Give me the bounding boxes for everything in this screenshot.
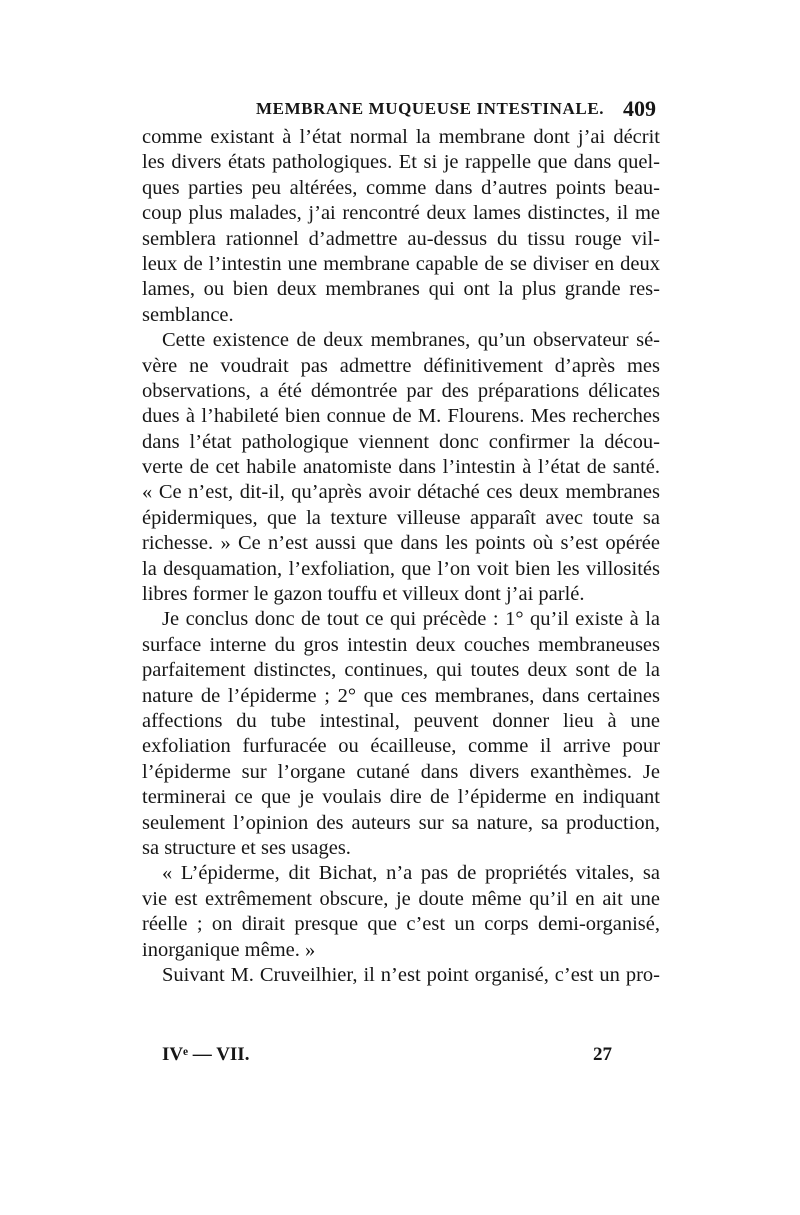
text-line: sa structure et ses usages. [142, 836, 351, 859]
text-line: verte de cet habile anatomiste dans l’intestin à l’état de santé. [142, 456, 660, 479]
paragraph-start-line: Je conclus donc de tout ce qui précède : 1° qu’il existe à la [162, 608, 660, 631]
paragraph-start-line: Cette existence de deux membranes, qu’un observateur sé- [162, 329, 660, 352]
text-line: « Ce n’est, dit-il, qu’après avoir détaché ces deux membranes [142, 481, 660, 504]
page-number: 409 [623, 96, 656, 121]
text-line: libres former le gazon touffu et villeux dont j’ai parlé. [142, 583, 585, 606]
text-line: épidermiques, que la texture villeuse apparaît avec toute sa [142, 506, 660, 529]
text-line: l’épiderme sur l’organe cutané dans divers exanthèmes. Je [142, 760, 660, 783]
text-line: inorganique même. » [142, 938, 316, 961]
body-text [142, 125, 660, 988]
text-line: exfoliation furfuracée ou écailleuse, comme il arrive pour [142, 735, 660, 758]
paragraph-start-line: Suivant M. Cruveilhier, il n’est point organisé, c’est un pro- [162, 963, 660, 986]
text-line: dues à l’habileté bien connue de M. Flourens. Mes recherches [142, 405, 660, 428]
text-line: semblera rationnel d’admettre au-dessus du tissu rouge vil- [142, 227, 660, 250]
text-line: nature de l’épiderme ; 2° que ces membranes, dans certaines [142, 684, 660, 707]
text-line: seulement l’opinion des auteurs sur sa nature, sa production, [142, 811, 660, 834]
text-line: lames, ou bien deux membranes qui ont la plus grande res- [142, 278, 660, 301]
text-line: leux de l’intestin une membrane capable de se diviser en deux [142, 252, 660, 275]
text-line: la desquamation, l’exfoliation, que l’on voit bien les villosités [142, 557, 660, 580]
text-line: dans l’état pathologique viennent donc confirmer la décou- [142, 430, 660, 453]
text-line: coup plus malades, j’ai rencontré deux lames distinctes, il me [142, 202, 660, 225]
text-line: ques parties peu altérées, comme dans d’autres points beau- [142, 176, 660, 199]
sheet-number: 27 [593, 1044, 612, 1065]
running-head [142, 96, 658, 125]
text-line: parfaitement distinctes, continues, qui toutes deux sont de la [142, 659, 660, 682]
running-title: MEMBRANE MUQUEUSE INTESTINALE. [256, 99, 605, 118]
text-line: observations, a été démontrée par des préparations délicates [142, 379, 660, 402]
text-line: réelle ; on dirait presque que c’est un corps demi-organisé, [142, 913, 660, 936]
printer-signature: IVᵉ — VII. [162, 1044, 250, 1065]
text-line: vie est extrêmement obscure, je doute même qu’il en ait une [142, 887, 660, 910]
text-line: surface interne du gros intestin deux couches membraneuses [142, 633, 660, 656]
text-line: vère ne voudrait pas admettre définitivement d’après mes [142, 354, 660, 377]
text-line: richesse. » Ce n’est aussi que dans les points où s’est opérée [142, 532, 660, 555]
text-line: terminerai ce que je voulais dire de l’épiderme en indiquant [142, 786, 660, 809]
text-line: les divers états pathologiques. Et si je rappelle que dans quel- [142, 151, 660, 174]
text-line: affections du tube intestinal, peuvent donner lieu à une [142, 709, 660, 732]
text-line: semblance. [142, 303, 234, 326]
page-footer [162, 1044, 612, 1068]
paragraph-start-line: « L’épiderme, dit Bichat, n’a pas de propriétés vitales, sa [162, 862, 660, 885]
text-line: comme existant à l’état normal la membrane dont j’ai décrit [142, 126, 660, 148]
